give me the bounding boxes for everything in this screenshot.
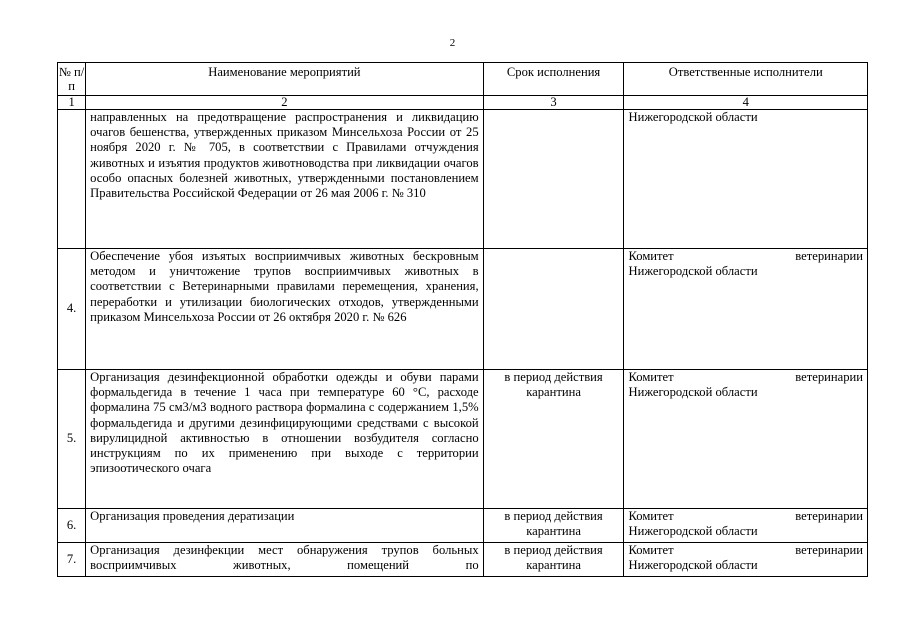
- header-resp: Ответственные исполнители: [624, 63, 868, 96]
- table-row: [58, 543, 868, 577]
- measure-responsible: [624, 249, 868, 370]
- responsible-line-2: Нижегородской области: [628, 385, 758, 400]
- header-name: Наименование мероприятий: [86, 63, 483, 96]
- page-number: 2: [449, 37, 456, 49]
- measure-responsible: [624, 509, 868, 543]
- row-number: [58, 110, 86, 249]
- responsible-line-2: Нижегородской области: [628, 110, 758, 124]
- column-index: 1: [58, 96, 86, 110]
- measures-table: [57, 62, 868, 577]
- table-row: [58, 509, 868, 543]
- responsible-line-2: Нижегородской области: [628, 558, 758, 573]
- measure-name: направленных на предотвращение распространения и ликвидацию очагов бешенства, утвержденных приказом Минсельхоза России от 25 ноября 2020 г. № 705, в соответствии с Правилами отчуждения животных и изъятия продуктов животноводства при ликвидации очагов особо опасных болезней животных, утвержденными постановлением Правительства Российской Федерации от 26 мая 2006 г. № 310: [86, 110, 483, 249]
- responsible-line-2: Нижегородской области: [628, 264, 758, 279]
- row-number: 4.: [58, 249, 86, 370]
- measure-term: в период действия карантина: [483, 543, 624, 577]
- table-row: [58, 249, 868, 370]
- row-number: 5.: [58, 370, 86, 509]
- column-index: 4: [624, 96, 868, 110]
- responsible-line-1: Комитет ветеринарии: [628, 249, 863, 263]
- measure-responsible: [624, 370, 868, 509]
- measure-name: Обеспечение убоя изъятых восприимчивых животных бескровным методом и уничтожение трупов восприимчивых животных в соответствии с Ветеринарными правилами перемещения, хранения, переработки и утилизации биологических отходов, утвержденными приказом Минсельхоза России от 26 октября 2020 г. № 626: [86, 249, 483, 370]
- measure-term: в период действия карантина: [483, 509, 624, 543]
- measure-name: Организация дезинфекции мест обнаружения трупов больных восприимчивых животных, помещений по: [86, 543, 483, 577]
- measure-responsible: [624, 543, 868, 577]
- row-number: 7.: [58, 543, 86, 577]
- table-header-row: [58, 63, 868, 96]
- measure-term: в период действия карантина: [483, 370, 624, 509]
- header-num: № п/п: [58, 63, 86, 96]
- responsible-line-1: Комитет ветеринарии: [628, 370, 863, 384]
- table-row: [58, 110, 868, 249]
- column-index: 2: [86, 96, 483, 110]
- responsible-line-1: Комитет ветеринарии: [628, 543, 863, 557]
- column-index-row: [58, 96, 868, 110]
- measure-responsible: [624, 110, 868, 249]
- measure-term: [483, 249, 624, 370]
- responsible-line-1: Комитет ветеринарии: [628, 509, 863, 523]
- measure-term: [483, 110, 624, 249]
- row-number: 6.: [58, 509, 86, 543]
- column-index: 3: [483, 96, 624, 110]
- measure-name: Организация проведения дератизации: [86, 509, 483, 543]
- table-row: [58, 370, 868, 509]
- measure-name: Организация дезинфекционной обработки одежды и обуви парами формальдегида в течение 1 часа при температуре 60 °С, расходе формалина 75 см3/м3 водного раствора формалина с содержанием 1,5% формальдегида и другими дезинфицирующими средствами с высокой вирулицидной активностью в отношении возбудителя согласно инструкциям по их применению при выходе с территории эпизоотического очага: [86, 370, 483, 509]
- responsible-line-2: Нижегородской области: [628, 524, 758, 539]
- header-term: Срок исполнения: [483, 63, 624, 96]
